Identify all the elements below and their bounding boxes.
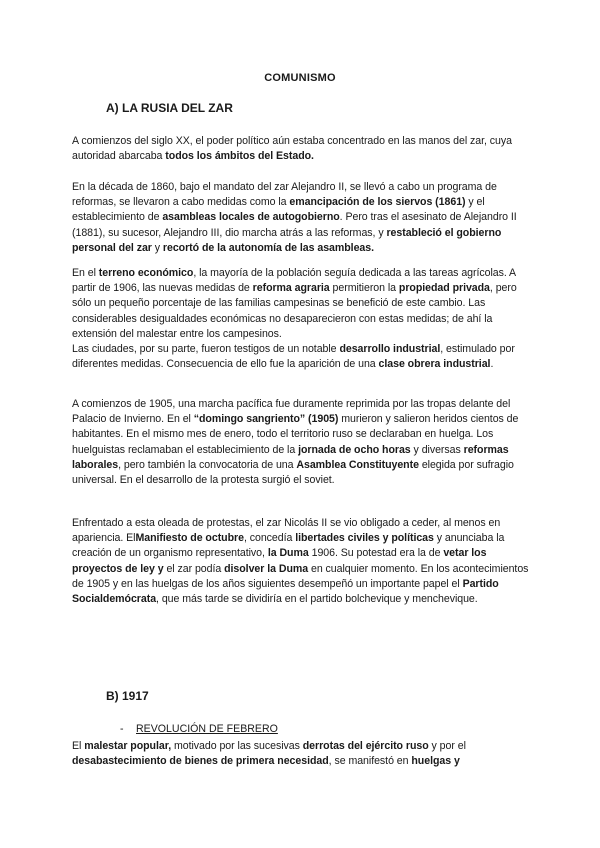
- bold-text: disolver la Duma: [224, 562, 309, 575]
- bold-text: Partido Socialdemócrata: [72, 577, 499, 606]
- text-run: , concedía: [243, 532, 296, 545]
- text-run: , la mayoría de la población seguía dedicada a las tareas agrícolas. A partir de 1906, las nuevas medidas de: [72, 267, 516, 295]
- text-run: , se manifestó en: [328, 755, 412, 768]
- text-run: y anunciaba la creación de un organismo representativo,: [72, 532, 505, 560]
- bold-text: libertades civiles y políticas: [295, 532, 434, 545]
- text-run: , estimulado por diferentes medidas. Consecuencia de ello fue la aparición de una: [72, 343, 515, 371]
- bold-text: reformas laborales: [72, 443, 509, 471]
- bold-text: desarrollo industrial: [339, 343, 441, 356]
- bold-text: derrotas del ejército ruso: [302, 740, 429, 752]
- text-run: . Pero tras el asesinato de Alejandro II (1881), su sucesor, Alejandro III, dio marcha atrás a las reformas, y: [72, 211, 517, 239]
- bold-text: Asamblea Constituyente: [296, 458, 419, 471]
- text-run: en cualquier momento. En los acontecimientos de 1905 y en las huelgas de los años siguientes desempeñó un importante papel el: [72, 562, 529, 590]
- bold-text: emancipación de los siervos (1861): [289, 196, 466, 209]
- paragraph: [72, 134, 532, 164]
- text-run: elegida por sufragio universal. En el desarrollo de la protesta surgió el soviet.: [72, 458, 514, 487]
- text-run: permitieron la: [329, 282, 399, 295]
- bold-text: la Duma: [267, 547, 309, 560]
- bold-text: asambleas locales de autogobierno: [162, 211, 340, 224]
- text-run: Enfrentado a esta oleada de protestas, el zar Nicolás II se vio obligado a ceder, al menos en apariencia. El: [72, 517, 501, 545]
- subheading-text: REVOLUCIÓN DE FEBRERO: [136, 723, 278, 735]
- bold-text: todos los ámbitos del Estado.: [165, 150, 314, 163]
- text-run: Las ciudades, por su parte, fueron testigos de un notable: [72, 343, 340, 356]
- bold-text: vetar los proyectos de ley y: [72, 547, 487, 575]
- text-run: y: [151, 241, 163, 254]
- bold-text: recortó de la autonomía de las asambleas.: [162, 241, 374, 254]
- bold-text: “domingo sangriento” (1905): [193, 413, 339, 426]
- text-run: motivado por las sucesivas: [171, 740, 303, 752]
- paragraph: [72, 739, 532, 769]
- document-title: COMUNISMO: [264, 72, 336, 84]
- text-run: murieron y salieron heridos cientos de habitantes. En el mismo mes de enero, todo el territorio ruso se declaraban en huelga. Los huelguistas reclamaban el establecimiento de la: [72, 413, 519, 456]
- paragraph: [72, 397, 532, 488]
- section-heading-b: B) 1917: [106, 689, 149, 703]
- text-run: A comienzos del siglo XX, el poder político aún estaba concentrado en las manos del zar, cuya autoridad abarcaba: [72, 135, 512, 163]
- bold-text: propiedad privada: [398, 282, 490, 295]
- text-run: El: [72, 740, 85, 752]
- section-heading-a: A) LA RUSIA DEL ZAR: [106, 101, 233, 115]
- text-run: y el establecimiento de: [72, 196, 485, 224]
- bold-text: reforma agraria: [252, 282, 330, 295]
- bold-text: desabastecimiento de bienes de primera necesidad: [72, 755, 329, 768]
- paragraph: [72, 180, 532, 256]
- bold-text: huelgas y: [411, 755, 460, 768]
- text-run: y diversas: [410, 443, 464, 456]
- bold-text: terreno económico: [98, 267, 194, 279]
- bold-text: jornada de ocho horas: [298, 443, 411, 456]
- text-run: A comienzos de 1905, una marcha pacífica fue duramente reprimida por las tropas delante del Palacio de Invierno. En el: [72, 398, 511, 426]
- text-run: el zar podía: [163, 562, 225, 575]
- bold-text: malestar popular,: [84, 740, 172, 752]
- bold-text: Manifiesto de octubre: [135, 532, 244, 545]
- text-run: En el: [72, 267, 99, 279]
- text-run: , que más tarde se dividiría en el partido bolchevique y menchevique.: [156, 593, 478, 606]
- text-run: y por el: [428, 740, 466, 752]
- text-run: .: [490, 358, 494, 371]
- bold-text: restableció el gobierno personal del zar: [72, 226, 502, 254]
- subheading-item: [120, 723, 278, 735]
- list-dash: -: [120, 723, 124, 735]
- text-run: 1906. Su potestad era la de: [308, 547, 444, 560]
- paragraph: [72, 516, 532, 607]
- paragraph: [72, 266, 532, 372]
- text-run: , pero sólo un pequeño porcentaje de las familias campesinas se benefició de este cambio. Las considerables desigualdades económicas no desaparecieron con estas medidas; de ahí la extensión del malestar entre los campesinos.: [72, 282, 517, 340]
- text-run: , pero también la convocatoria de una: [118, 458, 297, 471]
- bold-text: clase obrera industrial: [378, 358, 491, 371]
- text-run: En la década de 1860, bajo el mandato del zar Alejandro II, se llevó a cabo un programa de reformas, se llevaron a cabo medidas como la: [72, 181, 497, 209]
